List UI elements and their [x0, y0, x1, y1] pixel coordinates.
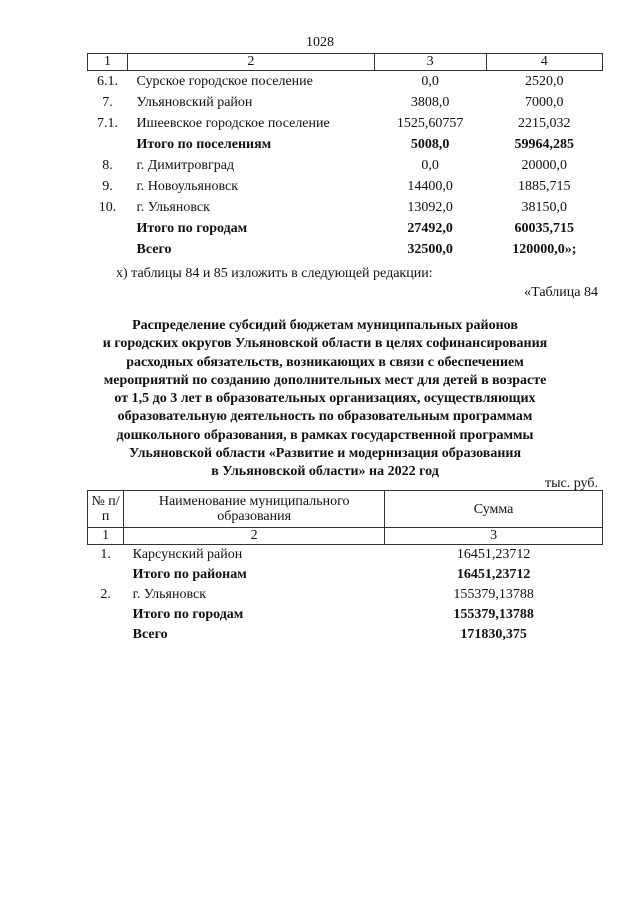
row-number: [88, 605, 124, 625]
row-name: Карсунский район: [132, 547, 243, 562]
table-row: [88, 239, 603, 260]
header-num: № п/п: [88, 491, 124, 528]
row-value-col3: 14400,0: [407, 179, 453, 194]
header-sum: Сумма: [385, 491, 603, 528]
row-number: 7.: [102, 95, 113, 110]
row-value-col3: 3808,0: [410, 95, 450, 110]
table-header-row: [88, 491, 603, 528]
table-title: [70, 317, 580, 482]
row-sum: 171830,375: [460, 627, 527, 642]
index-cell: 2: [124, 528, 385, 545]
row-name: г. Димитровград: [136, 158, 235, 173]
row-name: г. Ульяновск: [136, 200, 210, 215]
row-value-col3: 0,0: [421, 74, 439, 89]
row-name: Итого по городам: [132, 607, 244, 622]
title-line: Распределение субсидий бюджетам муниципальных районов: [132, 318, 518, 333]
table-row: [88, 625, 603, 645]
table-row: [88, 197, 603, 218]
row-name: Итого по районам: [132, 567, 247, 582]
table-row: [88, 605, 603, 625]
table-1: [87, 53, 603, 260]
table-index-row: [88, 528, 603, 545]
row-value-col3: 13092,0: [407, 200, 453, 215]
table-header-row: [88, 54, 603, 71]
index-cell: 1: [88, 528, 124, 545]
title-line: образовательную деятельность по образовательным программам: [117, 409, 533, 425]
row-number: [88, 565, 124, 585]
header-name: Наименование муниципального образования: [124, 491, 385, 528]
title-line: от 1,5 до 3 лет в образовательных организациях, осуществляющих: [114, 391, 536, 407]
row-number: 6.1.: [97, 74, 119, 89]
title-line: дошкольного образования, в рамках государственной программы: [116, 427, 534, 443]
table-row: [88, 218, 603, 239]
row-name: Ульяновский район: [136, 95, 253, 110]
row-number: 2.: [100, 587, 111, 602]
row-number: [88, 134, 128, 155]
row-value-col4: 2215,032: [518, 116, 571, 131]
row-name: Ишеевское городское поселение: [136, 116, 330, 131]
row-value-col4: 7000,0: [525, 95, 564, 110]
title-line: мероприятий по созданию дополнительных мест для детей в возрасте: [103, 372, 547, 388]
table-row: [88, 92, 603, 113]
row-value-col4: 2520,0: [525, 74, 564, 89]
row-number: 1.: [100, 547, 111, 562]
title-line: Ульяновской области «Развитие и модернизация образования: [128, 446, 522, 462]
header-cell: 2: [128, 54, 375, 71]
row-name: г. Новоульяновск: [136, 179, 239, 194]
title-line: и городских округов Ульяновской области в целях софинансирования: [102, 336, 548, 352]
row-number: 10.: [98, 200, 117, 215]
row-name: Сурское городское поселение: [136, 74, 313, 89]
row-sum: 155379,13788: [453, 607, 534, 622]
table-reference: «Таблица 84: [524, 285, 598, 300]
row-name: г. Ульяновск: [132, 587, 207, 602]
index-cell: 3: [385, 528, 603, 545]
row-sum: 16451,23712: [456, 547, 531, 562]
row-value-col3: 1525,60757: [396, 116, 464, 131]
table-row: [88, 113, 603, 134]
header-cell: 3: [374, 54, 486, 71]
row-value-col3: 0,0: [421, 158, 439, 173]
page-number: 1028: [306, 35, 334, 50]
table-row: [88, 155, 603, 176]
row-name: Итого по поселениям: [136, 137, 272, 152]
header-cell: 1: [88, 54, 128, 71]
table-row: [88, 565, 603, 585]
title-line: в Ульяновской области» на 2022 год: [211, 464, 439, 480]
row-value-col3: 5008,0: [410, 137, 450, 152]
title-line: расходных обязательств, возникающих в связи с обеспечением: [126, 354, 524, 370]
row-value-col4: 59964,285: [514, 137, 575, 152]
row-number: [88, 218, 128, 239]
row-value-col4: 38150,0: [521, 200, 568, 215]
table-row: [88, 71, 603, 93]
row-value-col3: 32500,0: [407, 242, 453, 257]
row-sum: 16451,23712: [456, 567, 531, 582]
row-name: Всего: [132, 627, 168, 642]
table-2: [87, 490, 603, 645]
table-row: [88, 134, 603, 155]
row-value-col3: 27492,0: [407, 221, 453, 236]
row-name: Итого по городам: [136, 221, 248, 236]
amendment-paragraph: х) таблицы 84 и 85 изложить в следующей редакции:: [116, 266, 433, 281]
table-row: [88, 585, 603, 605]
row-value-col4: 20000,0: [521, 158, 568, 173]
row-value-col4: 60035,715: [514, 221, 575, 236]
table-row: [88, 176, 603, 197]
table-row: [88, 545, 603, 566]
row-sum: 155379,13788: [453, 587, 534, 602]
row-number: 8.: [102, 158, 113, 173]
row-number: [88, 625, 124, 645]
units-label: тыс. руб.: [545, 476, 598, 491]
row-number: 7.1.: [97, 116, 119, 131]
row-name: Всего: [136, 242, 172, 257]
row-value-col4: 120000,0»;: [512, 242, 577, 257]
header-cell: 4: [486, 54, 602, 71]
row-number: [88, 239, 128, 260]
row-number: 9.: [102, 179, 113, 194]
row-value-col4: 1885,715: [518, 179, 571, 194]
